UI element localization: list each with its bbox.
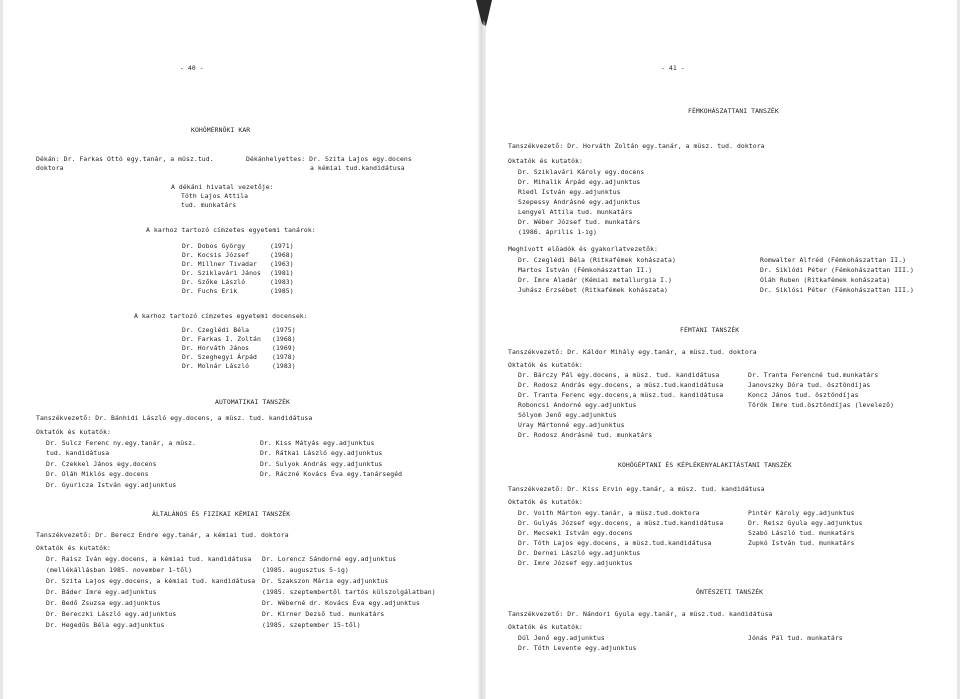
department-head: Tanszékvezető: Dr. Berecz Endre egy.tanár, a kémiai tud. doktora (36, 531, 289, 539)
staff-item: Dr. Dernei László egy.adjunktus (518, 549, 641, 557)
staff-item: (1986. április 1-ig) (518, 228, 597, 236)
hon-docents-heading: A karhoz tartozó címzetes egyetemi docensek: (134, 312, 308, 320)
staff-label: Oktatók és kutatók: (508, 361, 584, 369)
staff-item: (1985. augusztus 5-ig) (262, 566, 349, 574)
staff-item: Dr. Gulyás József egy.docens, a müsz.tud.kandidátusa (518, 519, 724, 527)
department-title: AUTOMATIKAI TANSZÉK (215, 398, 291, 406)
staff-label: Oktatók és kutatók: (36, 428, 112, 436)
vice-dean-line-2: a kémiai tud.kandidátusa (310, 164, 405, 172)
staff-label: Oktatók és kutatók: (508, 623, 584, 631)
staff-item: (mellékállásban 1985. november 1-től) (46, 566, 193, 574)
staff-item: Pintér Károly egy.adjunktus (748, 509, 855, 517)
department-title: ÖNTÉSZETI TANSZÉK (696, 588, 764, 596)
list-item-name: Dr. Horváth János (182, 344, 250, 352)
staff-item: Dr. Sulyok András egy.adjunktus (260, 460, 383, 468)
list-item-year: (1983) (272, 362, 296, 370)
list-item-year: (1968) (270, 251, 294, 259)
staff-item: Dr. Rodosz András egy.docens, a müsz.tud.kandidátusa (518, 381, 724, 389)
staff-item: Dr. Reisz Gyula egy.adjunktus (748, 519, 863, 527)
department-head: Tanszékvezető: Dr. Nándori Gyula egy.tanár, a müsz.tud. kandidátusa (508, 610, 773, 618)
staff-item: Dr. Imre József egy.adjunktus (518, 559, 633, 567)
department-title: FÉMTANI TANSZÉK (680, 326, 740, 334)
department-head: Tanszékvezető: Dr. Horváth Zoltán egy.tanár, a müsz. tud. doktora (508, 142, 765, 150)
list-item-name: Dr. Farkas I. Zoltán (182, 335, 261, 343)
staff-item: Dr. Gyuricza István egy.adjunktus (46, 481, 177, 489)
staff-item: Janovszky Dóra tud. ösztöndíjas (748, 381, 871, 389)
staff-item: Dr. Wéberné dr. Kovács Éva egy.adjunktus (262, 599, 420, 607)
hon-professors-heading: A karhoz tartozó címzetes egyetemi tanárok: (146, 226, 316, 234)
list-item-name: Dr. Czeglédi Béla (182, 326, 250, 334)
department-title: KOHÓGÉPTANI ÉS KÉPLÉKENYALAKITÁSTANI TANSZÉK (618, 461, 792, 469)
staff-item: Dr. Sziklavári Károly egy.docens (518, 168, 645, 176)
dean-line: Dékán: Dr. Farkas Ottó egy.tanár, a müsz.tud. (36, 155, 214, 163)
list-item-year: (1969) (272, 344, 296, 352)
list-item-name: Dr. Kocsis József (182, 251, 250, 259)
staff-item: Dr. Bereczki László egy.adjunktus (46, 610, 177, 618)
lecturer-item: Dr. Siklósi Péter (Fémkohászattan III.) (760, 286, 914, 294)
list-item-year: (1985) (270, 287, 294, 295)
staff-item: (1985. szeptembertől tartós külszolgálatban) (262, 588, 436, 596)
list-item-name: Dr. Szeghegyi Árpád (182, 353, 258, 361)
staff-item: Dr. Lorencz Sándorné egy.adjunktus (262, 555, 397, 563)
staff-item: Dr. Sulcz Ferenc ny.egy.tanár, a müsz. (46, 439, 197, 447)
staff-item: Dr. Mecseki István egy.docens (518, 529, 633, 537)
staff-item: Dr. Mihalik Árpád egy.adjunktus (518, 178, 641, 186)
vice-dean-line: Dékánhelyettes: Dr. Szita Lajos egy.docens (246, 155, 412, 163)
list-item-year: (1968) (272, 335, 296, 343)
staff-item: Roboncsi Andorné egy.adjunktus (518, 401, 637, 409)
lecturer-item: Juhász Erzsébet (Ritkafémek kohászata) (518, 286, 669, 294)
list-item-year: (1963) (270, 260, 294, 268)
page-fold (478, 0, 486, 699)
staff-item: Dr. Hegedűs Béla egy.adjunktus (46, 621, 165, 629)
staff-item: Zupkó István tud. munkatárs (748, 539, 855, 547)
staff-item: tud. kandidátusa (46, 449, 110, 457)
staff-item: Dr. Kiss Mátyás egy.adjunktus (260, 439, 375, 447)
staff-item: Dr. Rátkai László egy.adjunktus (260, 449, 383, 457)
staff-item: Koncz János tud. ösztöndíjas (748, 391, 859, 399)
staff-item: Dr. Tranta Ferenc egy.docens,a müsz.tud. kandidátusa (518, 391, 724, 399)
staff-item: Uray Mártonné egy.adjunktus (518, 421, 625, 429)
list-item-year: (1975) (272, 326, 296, 334)
staff-item: Dr. Oláh Miklós egy.docens (46, 470, 149, 478)
department-title: FÉMKOHÁSZATTANI TANSZÉK (688, 107, 779, 115)
staff-item: Dr. Kirner Dezső tud. munkatárs (262, 610, 385, 618)
scan-corner-mark (472, 0, 494, 26)
staff-item: Szabó László tud. munkatárs (748, 529, 855, 537)
lecturer-item: Martos István (Fémkohászattan II.) (518, 266, 653, 274)
list-item-year: (1983) (270, 278, 294, 286)
staff-item: Dr. Bedő Zsuzsa egy.adjunktus (46, 599, 161, 607)
department-head: Tanszékvezető: Dr. Bánhidi László egy.docens, a müsz. tud. kandidátusa (36, 414, 313, 422)
staff-item: Dr. Voith Márton egy.tanár, a müsz.tud.doktora (518, 509, 700, 517)
staff-item: Dúl Jenő egy.adjunktus (518, 634, 605, 642)
staff-item: Dr. Tóth Levente egy.adjunktus (518, 644, 637, 652)
list-item-name: Dr. Molnár László (182, 362, 250, 370)
staff-item: Dr. Tranta Ferencné tud.munkatárs (748, 371, 879, 379)
staff-item: Jónás Pál tud. munkatárs (748, 634, 843, 642)
lecturer-item: Dr. Czeglédi Béla (Ritkafémek kohászata) (518, 256, 676, 264)
list-item-name: Dr. Szőke László (182, 278, 246, 286)
lecturers-label: Meghívott előadók és gyakorlatvezetők: (508, 245, 659, 253)
staff-item: Dr. Rodosz Andrásné tud. munkatárs (518, 431, 653, 439)
list-item-name: Dr. Fuchs Erik (182, 287, 238, 295)
lecturer-item: Romwalter Alfréd (Fémkohászattan II.) (760, 256, 907, 264)
staff-item: Dr. Wéber József tud. munkatárs (518, 218, 641, 226)
department-head: Tanszékvezető: Dr. Káldor Mihály egy.tanár, a müsz.tud. doktora (508, 348, 757, 356)
staff-label: Oktatók és kutatók: (36, 544, 112, 552)
list-item-year: (1978) (272, 353, 296, 361)
list-item-year: (1981) (270, 269, 294, 277)
staff-item: Szepessy Andrásné egy.adjunktus (518, 198, 641, 206)
office-head-name: Tóth Lajos Attila (181, 192, 249, 200)
office-head-label: A dékáni hivatal vezetője: (171, 183, 274, 191)
staff-label: Oktatók és kutatók: (508, 498, 584, 506)
lecturer-item: Dr. Imre Aladár (Kémiai metallurgia I.) (518, 276, 672, 284)
list-item-name: Dr. Dobos György (182, 242, 246, 250)
staff-item: (1985. szeptember 15-től) (262, 621, 361, 629)
department-title: ÁLTALÁNOS ÉS FIZIKAI KÉMIAI TANSZÉK (152, 510, 291, 518)
staff-item: Dr. Báder Imre egy.adjunktus (46, 588, 157, 596)
staff-item: Dr. Ráczné Kovács Éva egy.tanársegéd (260, 470, 403, 478)
staff-item: Török Imre tud.ösztöndíjas (levelező) (748, 401, 895, 409)
staff-item: Sólyom Jenő egy.adjunktus (518, 411, 617, 419)
department-head: Tanszékvezető: Dr. Kiss Ervin egy.tanár, a müsz. tud. kandidátusa (508, 485, 765, 493)
staff-item: Dr. Raisz Iván egy.docens, a kémiai tud. kandidátusa (46, 555, 252, 563)
lecturer-item: Dr. Siklódi Péter (Fémkohászattan III.) (760, 266, 914, 274)
faculty-title: KOHÓMÉRNÖKI KAR (191, 126, 251, 134)
staff-item: Dr. Bárczy Pál egy.docens, a müsz. tud. kandidátusa (518, 371, 720, 379)
list-item-name: Dr. Sziklavári János (182, 269, 261, 277)
right-page-number: - 41 - (661, 64, 685, 72)
list-item-year: (1971) (270, 242, 294, 250)
staff-item: Riedl István egy.adjunktus (518, 188, 621, 196)
scan-edge-left (0, 0, 3, 699)
staff-item: Dr. Szita Lajos egy.docens, a kémiai tud. kandidátusa (46, 577, 256, 585)
staff-label: Oktatók és kutatók: (508, 157, 584, 165)
list-item-name: Dr. Millner Tivadar (182, 260, 258, 268)
left-page-number: - 40 - (180, 64, 204, 72)
office-head-title: tud. munkatárs (181, 201, 237, 209)
staff-item: Dr. Tóth Lajos egy.docens, a müsz.tud.kandidátusa (518, 539, 712, 547)
staff-item: Lengyel Attila tud. munkatárs (518, 208, 633, 216)
lecturer-item: Oláh Ruben (Ritkafémek kohászata) (760, 276, 891, 284)
staff-item: Dr. Czekkel János egy.docens (46, 460, 157, 468)
staff-item: Dr. Szakszon Mária egy.adjunktus (262, 577, 389, 585)
dean-line-2: doktora (36, 164, 64, 172)
